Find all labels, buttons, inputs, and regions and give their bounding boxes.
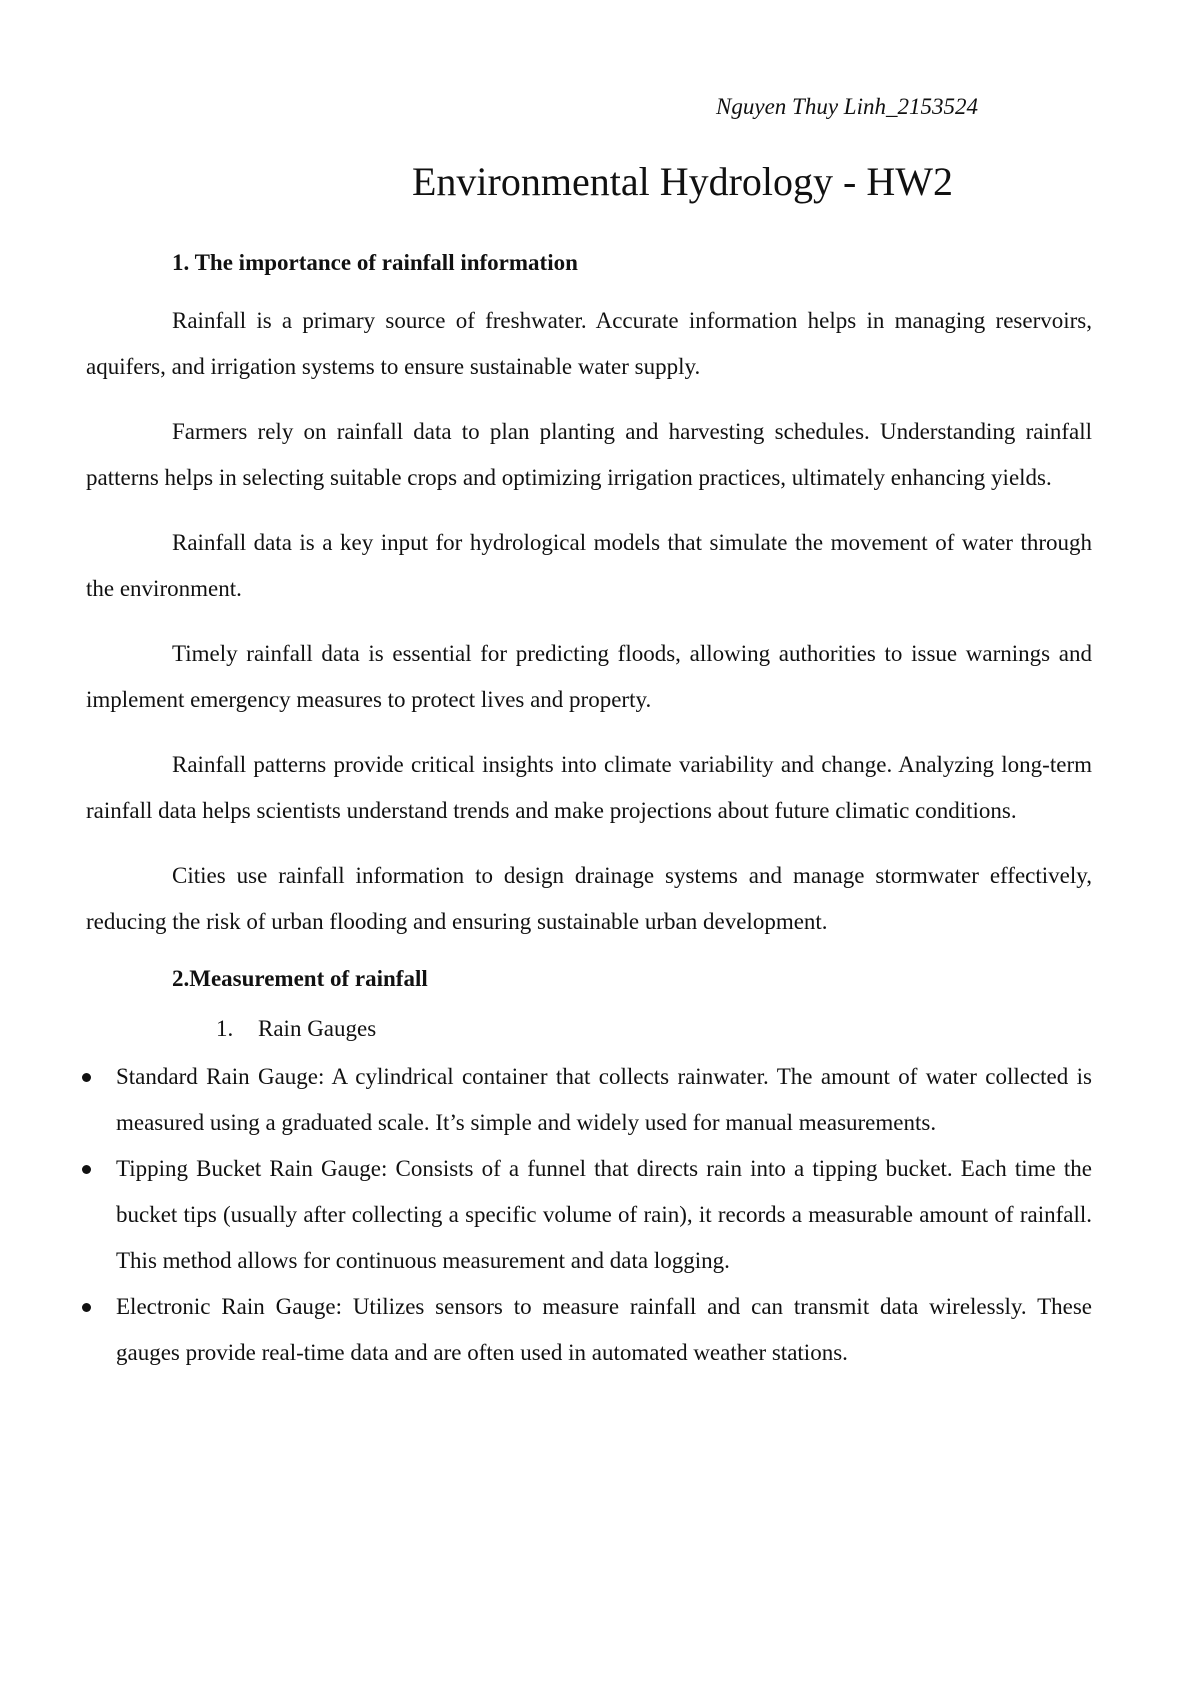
bullet-item	[86, 1146, 1092, 1284]
list-number: 1.	[216, 1016, 234, 1041]
list-item-title: Rain Gauges	[258, 1016, 377, 1041]
paragraph: Rainfall patterns provide critical insights into climate variability and change. Analyzing long-term rainfall data helps scientists understand trends and make projections about future climatic conditions.	[86, 752, 1092, 823]
bullet-text: Tipping Bucket Rain Gauge: Consists of a funnel that directs rain into a tipping bucket. Each time the bucket tips (usually after collecting a specific volume of rain), it records a measurable amount of rainfall. This method allows for continuous measurement and data logging.	[116, 1156, 1092, 1273]
bullet-icon	[82, 1165, 91, 1174]
author-line: Nguyen Thuy Linh_2153524	[716, 94, 978, 119]
bullet-icon	[82, 1303, 91, 1312]
paragraph: Cities use rainfall information to design drainage systems and manage stormwater effectively, reducing the risk of urban flooding and ensuring sustainable urban development.	[86, 863, 1092, 934]
bullet-list	[86, 1054, 1092, 1376]
bullet-text: Standard Rain Gauge: A cylindrical container that collects rainwater. The amount of water collected is measured using a graduated scale. It’s simple and widely used for manual measurements.	[116, 1064, 1092, 1135]
section-heading-importance: 1. The importance of rainfall information	[172, 250, 578, 275]
paragraph: Timely rainfall data is essential for predicting floods, allowing authorities to issue warnings and implement emergency measures to protect lives and property.	[86, 641, 1092, 712]
bullet-icon	[82, 1073, 91, 1082]
bullet-text: Electronic Rain Gauge: Utilizes sensors to measure rainfall and can transmit data wirelessly. These gauges provide real-time data and are often used in automated weather stations.	[116, 1294, 1092, 1365]
paragraph: Rainfall data is a key input for hydrological models that simulate the movement of water through the environment.	[86, 530, 1092, 601]
paragraph: Farmers rely on rainfall data to plan planting and harvesting schedules. Understanding rainfall patterns helps in selecting suitable crops and optimizing irrigation practices, ultimately enhancing yields.	[86, 419, 1092, 490]
bullet-item	[86, 1284, 1092, 1376]
section-heading-measurement: 2.Measurement of rainfall	[172, 966, 428, 991]
document-title: Environmental Hydrology - HW2	[412, 159, 953, 204]
paragraph: Rainfall is a primary source of freshwater. Accurate information helps in managing reservoirs, aquifers, and irrigation systems to ensure sustainable water supply.	[86, 308, 1092, 379]
numbered-item-rain-gauges	[86, 1014, 1092, 1044]
document-body	[86, 248, 1092, 1376]
bullet-item	[86, 1054, 1092, 1146]
